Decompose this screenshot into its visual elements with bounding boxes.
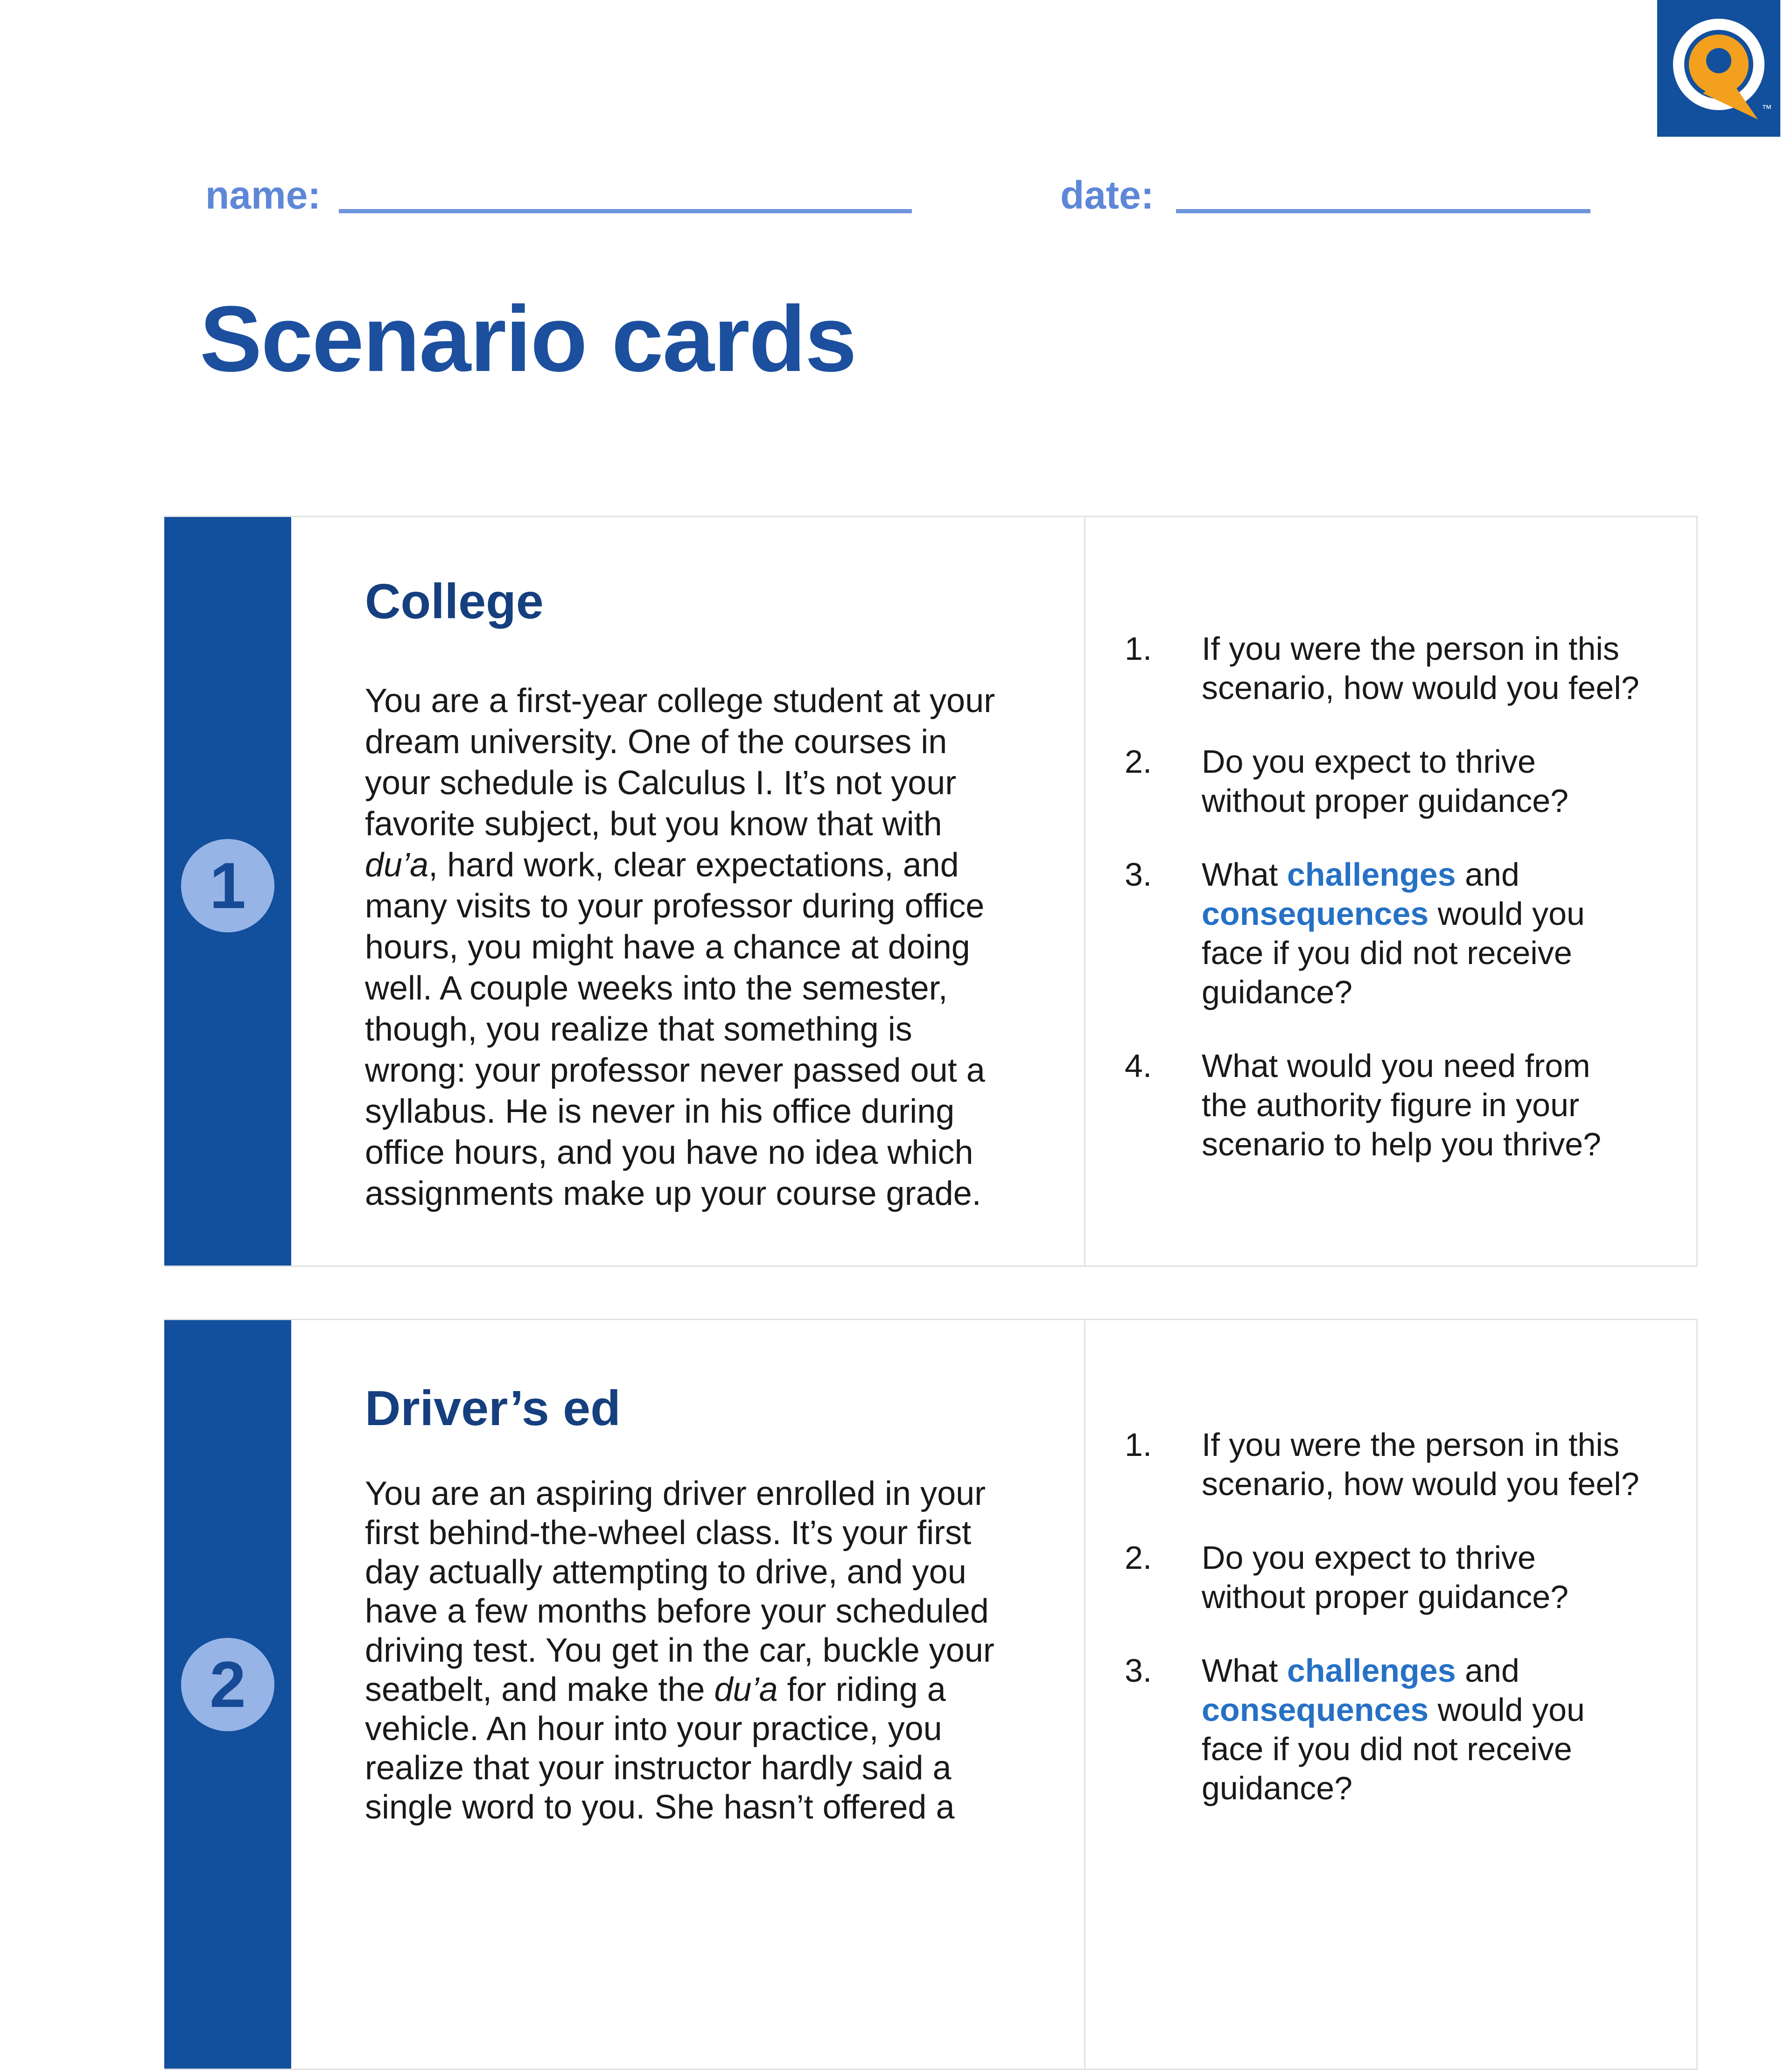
scenario-card-2: [164, 1319, 1698, 2070]
page-title: Scenario cards: [200, 287, 856, 391]
text-line: your schedule is Calculus I. It’s not your: [365, 764, 957, 802]
trademark-mark: ™: [1762, 103, 1772, 114]
question-item: [1125, 1651, 1703, 1808]
text-line: face if you did not receive: [1202, 1731, 1572, 1767]
text-line: scenario, how would you feel?: [1202, 1466, 1639, 1502]
question-item: [1125, 1538, 1703, 1616]
text-line: day actually attempting to drive, and you: [365, 1553, 966, 1591]
question-text: [1202, 742, 1568, 820]
text-line: Do you expect to thrive: [1202, 1539, 1536, 1576]
text-line: syllabus. He is never in his office during: [365, 1093, 955, 1130]
text-line: scenario, how would you feel?: [1202, 670, 1639, 706]
question-text: [1202, 1538, 1568, 1616]
text-line: What would you need from: [1202, 1048, 1590, 1084]
text-line: If you were the person in this: [1202, 630, 1619, 667]
text-line: guidance?: [1202, 974, 1353, 1010]
text-line: wrong: your professor never passed out a: [365, 1052, 985, 1089]
text-line: What challenges and: [1202, 1652, 1519, 1689]
text-line: well. A couple weeks into the semester,: [365, 970, 948, 1007]
date-label: date:: [1060, 173, 1154, 217]
question-number: 2.: [1125, 743, 1152, 780]
card-1-title: College: [365, 574, 544, 629]
card-2-divider: [1084, 1320, 1085, 2069]
question-item: [1125, 629, 1703, 707]
date-input-line[interactable]: [1176, 209, 1590, 213]
card-2-question-list: [1125, 1425, 1703, 1842]
question-number: 3.: [1125, 1652, 1152, 1689]
question-text: [1202, 629, 1639, 707]
card-2-number-badge: 2: [181, 1638, 274, 1731]
card-2-number-bar: [164, 1320, 291, 2069]
scenario-card-1: [164, 516, 1698, 1267]
text-line: without proper guidance?: [1202, 1579, 1569, 1615]
question-text: [1202, 1425, 1639, 1504]
question-item: [1125, 855, 1703, 1012]
text-line: vehicle. An hour into your practice, you: [365, 1710, 942, 1748]
q-speech-bubble-icon: [1657, 0, 1780, 137]
question-number: 1.: [1125, 1427, 1152, 1463]
text-line: single word to you. She hasn’t offered a: [365, 1789, 955, 1826]
text-line: scenario to help you thrive?: [1202, 1126, 1602, 1162]
text-line: first behind-the-wheel class. It’s your first: [365, 1514, 972, 1552]
card-1-question-list: [1125, 629, 1703, 1198]
question-number: 3.: [1125, 856, 1152, 893]
text-line: assignments make up your course grade.: [365, 1175, 981, 1212]
text-line: have a few months before your scheduled: [365, 1593, 989, 1630]
text-line: guidance?: [1202, 1770, 1353, 1806]
text-line: face if you did not receive: [1202, 935, 1572, 971]
text-line: What challenges and: [1202, 856, 1519, 893]
text-line: du’a, hard work, clear expectations, and: [365, 846, 959, 884]
question-number: 1.: [1125, 630, 1152, 667]
text-line: dream university. One of the courses in: [365, 723, 947, 761]
text-line: Do you expect to thrive: [1202, 743, 1536, 780]
text-line: You are an aspiring driver enrolled in your: [365, 1475, 986, 1512]
text-line: the authority figure in your: [1202, 1087, 1580, 1123]
text-line: hours, you might have a chance at doing: [365, 929, 970, 966]
text-line: office hours, and you have no idea which: [365, 1134, 973, 1171]
text-line: realize that your instructor hardly said a: [365, 1749, 952, 1787]
text-line: If you were the person in this: [1202, 1427, 1619, 1463]
card-2-title: Driver’s ed: [365, 1381, 621, 1436]
text-line: favorite subject, but you know that with: [365, 805, 942, 843]
name-input-line[interactable]: [339, 209, 912, 213]
card-1-divider: [1084, 517, 1085, 1266]
text-line: driving test. You get in the car, buckle your: [365, 1632, 994, 1669]
brand-logo: [1657, 0, 1780, 137]
question-item: [1125, 1046, 1703, 1164]
question-text: [1202, 855, 1585, 1012]
question-item: [1125, 1425, 1703, 1504]
card-1-number-bar: [164, 517, 291, 1266]
text-line: without proper guidance?: [1202, 783, 1569, 819]
name-label: name:: [205, 173, 321, 217]
question-item: [1125, 742, 1703, 820]
card-1-scenario-text: [365, 680, 1074, 1214]
text-line: consequences would you: [1202, 895, 1585, 932]
question-number: 2.: [1125, 1539, 1152, 1576]
text-line: many visits to your professor during office: [365, 888, 985, 925]
card-2-scenario-text: [365, 1474, 1074, 1827]
card-1-number-badge: 1: [181, 839, 274, 932]
text-line: You are a first-year college student at your: [365, 682, 995, 720]
question-text: [1202, 1046, 1601, 1164]
question-text: [1202, 1651, 1585, 1808]
text-line: consequences would you: [1202, 1692, 1585, 1728]
text-line: though, you realize that something is: [365, 1011, 912, 1048]
question-number: 4.: [1125, 1048, 1152, 1084]
text-line: seatbelt, and make the du’a for riding a: [365, 1671, 946, 1708]
